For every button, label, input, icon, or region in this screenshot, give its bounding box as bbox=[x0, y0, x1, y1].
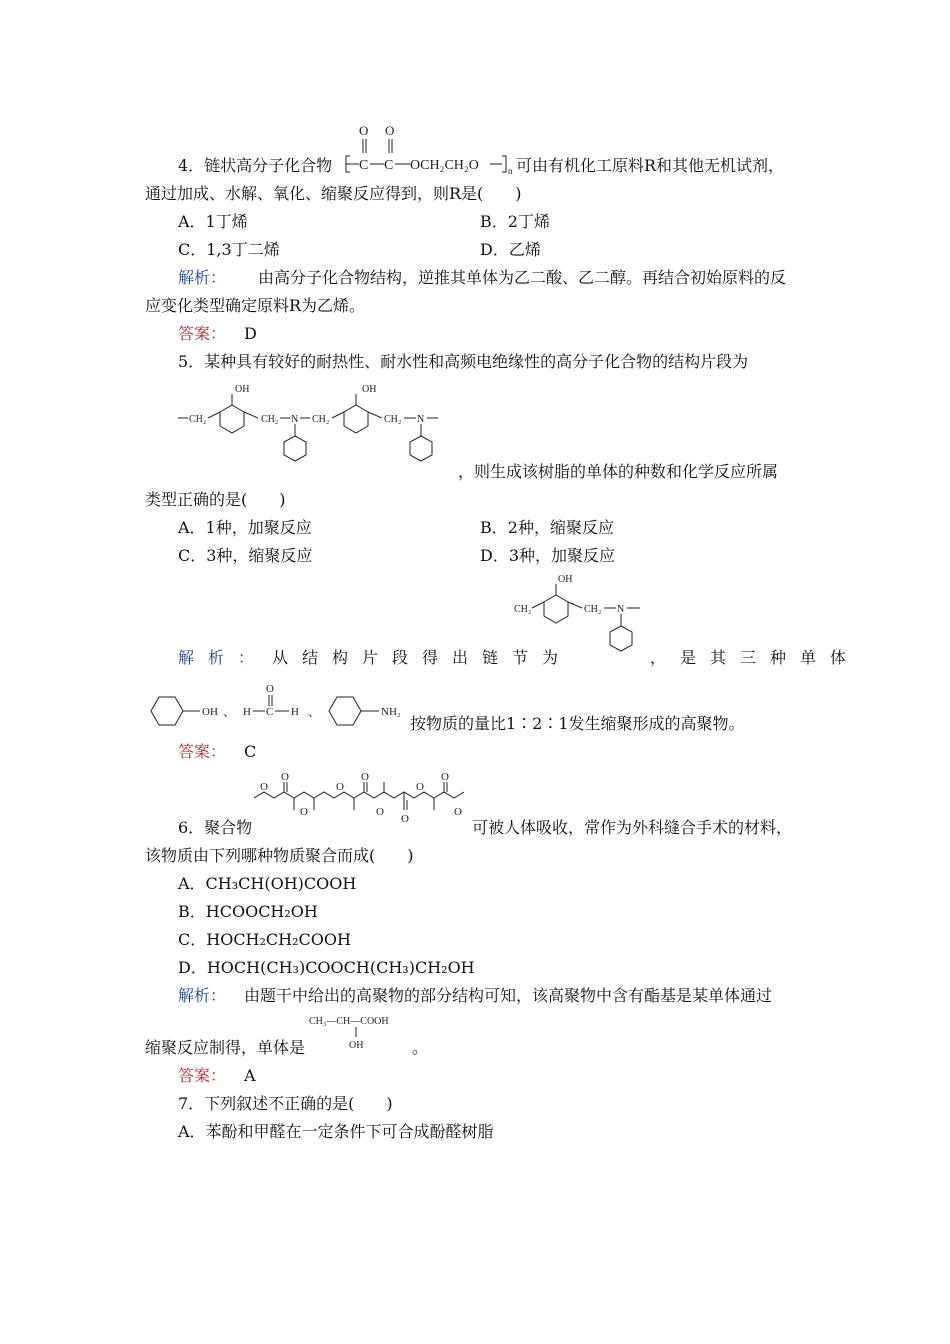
q5-option-b: B．2种，缩聚反应 bbox=[480, 518, 614, 537]
q5-answer: C bbox=[244, 742, 257, 761]
q7-option-a: A．苯酚和甲醛在一定条件下可合成酚醛树脂 bbox=[178, 1122, 494, 1141]
q5-option-d: D．3种，加聚反应 bbox=[480, 546, 616, 565]
q4-analysis-text: 由高分子化合物结构，逆推其单体为乙二酸、乙二醇。再结合初始原料的反 bbox=[258, 268, 787, 287]
q5-option-c: C．3种，缩聚反应 bbox=[178, 546, 313, 565]
q5-stem: 5．某种具有较好的耐热性、耐水性和高频电绝缘性的高分子化合物的结构片段为 bbox=[178, 352, 749, 371]
svg-text:、: 、 bbox=[223, 705, 236, 719]
svg-text:O: O bbox=[401, 813, 409, 825]
q6-analysis-text: 由题干中给出的高聚物的部分结构可知，该高聚物中含有酯基是某单体通过 bbox=[244, 986, 773, 1005]
svg-text:OH: OH bbox=[362, 384, 377, 395]
q5-analysis-text2: 按物质的量比1∶2∶1发生缩聚形成的高聚物。 bbox=[410, 714, 745, 733]
svg-text:CH₂: CH₂ bbox=[514, 604, 532, 615]
q6-option-d: D．HOCH(CH₃)COOCH(CH₃)CH₂OH bbox=[178, 958, 475, 977]
svg-text:OH: OH bbox=[349, 1040, 364, 1051]
svg-text:NH₂: NH₂ bbox=[381, 706, 401, 718]
q4-option-d: D．乙烯 bbox=[480, 240, 541, 259]
q4-answer-label: 答案： bbox=[178, 324, 227, 343]
q5-monomers bbox=[145, 675, 410, 730]
q4-formula-c2: C bbox=[384, 158, 394, 173]
q4-polymer-formula bbox=[340, 120, 525, 180]
q5-analysis-text: 从结构片段得出链节为 bbox=[272, 648, 573, 667]
q4-formula-tail: OCH₂CH₂O bbox=[410, 158, 479, 173]
q6-analysis-label: 解析： bbox=[178, 986, 227, 1005]
svg-text:H: H bbox=[243, 706, 251, 718]
svg-text:O: O bbox=[300, 806, 308, 818]
svg-text:CH₂: CH₂ bbox=[312, 414, 330, 425]
svg-text:H: H bbox=[291, 706, 299, 718]
q5-option-a: A．1种，加聚反应 bbox=[178, 518, 312, 537]
q6-stem-line2: 该物质由下列哪种物质聚合而成( ) bbox=[145, 846, 414, 865]
q4-formula-n: n bbox=[508, 166, 513, 176]
q7-stem: 7．下列叙述不正确的是( ) bbox=[178, 1094, 393, 1113]
q5-stem-line3: 类型正确的是( ) bbox=[145, 490, 286, 509]
q4-analysis-text2: 应变化类型确定原料R为乙烯。 bbox=[145, 296, 366, 315]
svg-text:CH₂: CH₂ bbox=[189, 414, 207, 425]
svg-text:、: 、 bbox=[308, 705, 321, 719]
svg-text:CH₂: CH₂ bbox=[261, 414, 279, 425]
svg-text:O: O bbox=[361, 771, 369, 783]
svg-text:C: C bbox=[266, 706, 274, 718]
svg-text:CH₃—CH—COOH: CH₃—CH—COOH bbox=[309, 1016, 389, 1027]
q4-formula-o2: O bbox=[385, 123, 395, 138]
q6-option-c: C．HOCH₂CH₂COOH bbox=[178, 930, 351, 949]
q6-stem-suffix: 可被人体吸收，常作为外科缝合手术的材料， bbox=[472, 818, 793, 837]
svg-text:O: O bbox=[416, 781, 424, 793]
q6-monomer-structure bbox=[305, 1012, 415, 1054]
q6-option-b: B．HCOOCH₂OH bbox=[178, 902, 318, 921]
svg-text:CH₂: CH₂ bbox=[384, 414, 402, 425]
q6-option-a: A．CH₃CH(OH)COOH bbox=[178, 874, 357, 893]
q6-stem-prefix: 6．聚合物 bbox=[178, 818, 253, 837]
q6-analysis-text2: 缩聚反应制得，单体是 bbox=[145, 1038, 306, 1057]
svg-text:O: O bbox=[336, 781, 344, 793]
svg-text:N: N bbox=[617, 604, 625, 615]
svg-text:CH₂: CH₂ bbox=[584, 604, 602, 615]
q6-analysis-end: 。 bbox=[412, 1038, 429, 1057]
q6-answer-label: 答案： bbox=[178, 1066, 227, 1085]
svg-text:OH: OH bbox=[235, 384, 250, 395]
svg-text:N: N bbox=[417, 414, 425, 425]
svg-text:O: O bbox=[454, 806, 462, 818]
q4-analysis-label: 解析： bbox=[178, 268, 227, 287]
q4-option-c: C．1,3丁二烯 bbox=[178, 240, 280, 259]
svg-text:O: O bbox=[260, 781, 268, 793]
q4-option-b: B．2丁烯 bbox=[480, 212, 550, 231]
q5-resin-structure bbox=[176, 378, 466, 478]
q5-analysis-label: 解析： bbox=[178, 648, 269, 667]
svg-text:O: O bbox=[266, 683, 274, 695]
q4-stem-line2: 通过加成、水解、氧化、缩聚反应得到，则R是( ) bbox=[145, 184, 522, 203]
q4-formula-c1: C bbox=[359, 158, 369, 173]
q4-option-a: A．1丁烯 bbox=[178, 212, 248, 231]
q4-formula-o1: O bbox=[359, 123, 369, 138]
svg-text:OH: OH bbox=[558, 574, 573, 585]
q5-analysis-text-b: ，是其三种单体 bbox=[650, 648, 861, 667]
svg-text:O: O bbox=[376, 806, 384, 818]
svg-text:O: O bbox=[441, 771, 449, 783]
q4-stem-suffix: 可由有机化工原料R和其他无机试剂， bbox=[516, 156, 785, 175]
q6-polymer-structure bbox=[250, 770, 475, 834]
q4-answer: D bbox=[244, 324, 257, 343]
q4-stem-prefix: 4．链状高分子化合物 bbox=[178, 156, 333, 175]
svg-text:O: O bbox=[281, 771, 289, 783]
svg-text:OH: OH bbox=[202, 706, 218, 718]
q5-stem-after-structure: ，则生成该树脂的单体的种数和化学反应所属 bbox=[458, 462, 779, 481]
q6-answer: A bbox=[244, 1066, 256, 1085]
q5-answer-label: 答案： bbox=[178, 742, 227, 761]
svg-text:N: N bbox=[291, 414, 299, 425]
